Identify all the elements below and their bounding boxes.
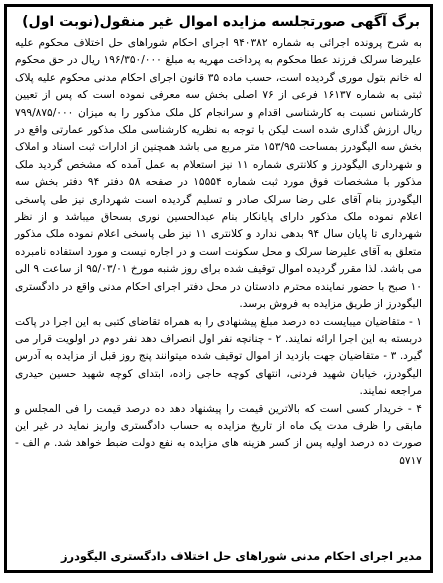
notice-title: برگ آگهی صورتجلسه مزایده اموال غیر منقول(نوبت اول) xyxy=(22,14,420,30)
notice-body-paragraph: به شرح پرونده اجرائی به شماره ۹۴۰۳۸۲ اجرای احکام شوراهای حل اختلاف محکوم علیه علیرضا سرلک فرزند عطا محکوم به پرداخت مهریه به مبلغ ۱۹۶/۳۵۰/۰۰۰ ریال در حق محکوم له خانم بتول موری گردیده است، حسب ماده ۳۵ قانون اجرای احکام مدنی محکوم علیه پلاک ثبتی به شماره ۱۶۱۳۷ فرعی از ۷۶ اصلی بخش سه معرفی نموده است که پس از تعیین کارشناس نسبت به کارشناسی اقدام و سرانجام کل ملک مذکور را به میزان ۷۹۹/۸۷۵/۰۰۰ ریال ارزش گذاری شده است لیکن با توجه به نظریه کارشناسی ملک مذکور عمارتی واقع در بخش سه الیگودرز بمساحت ۱۵۳/۹۵ متر مربع می باشد همچنین از ادارات ثبت اسناد و املاک و شهرداری الیگودرز و کلانتری شماره ۱۱ نیز استعلام به عمل آمده که مشخص گردید ملک مذکور با مشخصات فوق مورد ثبت شماره ۱۵۵۵۴ در صفحه ۵۸ دفتر ۹۴ دفتر بخش سه الیگودرز بنام آقای علی رضا سرلک صادر و تسلیم گردیده است شهرداری نیز طی پاسخی اعلام نموده ملک مذکور دارای پایانکار بنام عبدالحسین نوری بسحاق میباشد و از نظر شهرداری تا پایان سال ۹۴ بدهی ندارد و کلانتری ۱۱ نیز طی پاسخی اعلام نموده ملک مذکور متعلق به آقای علیرضا سرلک و محل سکونت است و در اجاره نیست و مورد استفاده نامبرده می باشد. لذا مقرر گردیده اموال توقیف شده برای روز شنبه مورخ ۹۵/۰۳/۰۱ از ساعت ۹ الی ۱۰ صبح با حضور نماینده محترم دادستان در محل دفتر اجرای احکام مدنی واقع در دادگستری الیگودرز از طریق مزایده به فروش برسد. xyxy=(15,37,422,311)
notice-conditions-paragraph: ۱ - متقاضیان میبایست ده درصد مبلغ پیشنهادی را به همراه تقاضای کتبی به این اجرا در پاکت دربسته به این اجرا ارائه نمایند. ۲ - چنانچه نفر اول انصراف دهد نفر دوم در اولویت قرار می گیرد. ۳ - متقاضیان جهت بازدید از اموال توقیف شده میتوانند پنج روز قبل از مزایده به آدرس الیگودرز، خیابان شهید فردنی، انتهای کوچه حاجی زاده، ابتدای کوچه شهید حسین حیدری مراجعه نمایند. xyxy=(15,315,423,398)
auction-notice xyxy=(4,4,433,573)
notice-buyer-terms-paragraph: ۴ - خریدار کسی است که بالاترین قیمت را پیشنهاد دهد ده درصد قیمت را فی المجلس و مابقی را ظرف مدت یک ماه از تاریخ مزایده به حساب دادگستری واریز نماید در غیر این صورت ده درصد اولیه پس از کسر هزینه های مزایده به نفع دولت ضبط خواهد شد. م الف - ۵۷۱۷ xyxy=(15,402,422,467)
notice-signature: مدیر اجرای احکام مدنی شوراهای حل اختلاف دادگستری الیگودرز xyxy=(60,549,422,563)
